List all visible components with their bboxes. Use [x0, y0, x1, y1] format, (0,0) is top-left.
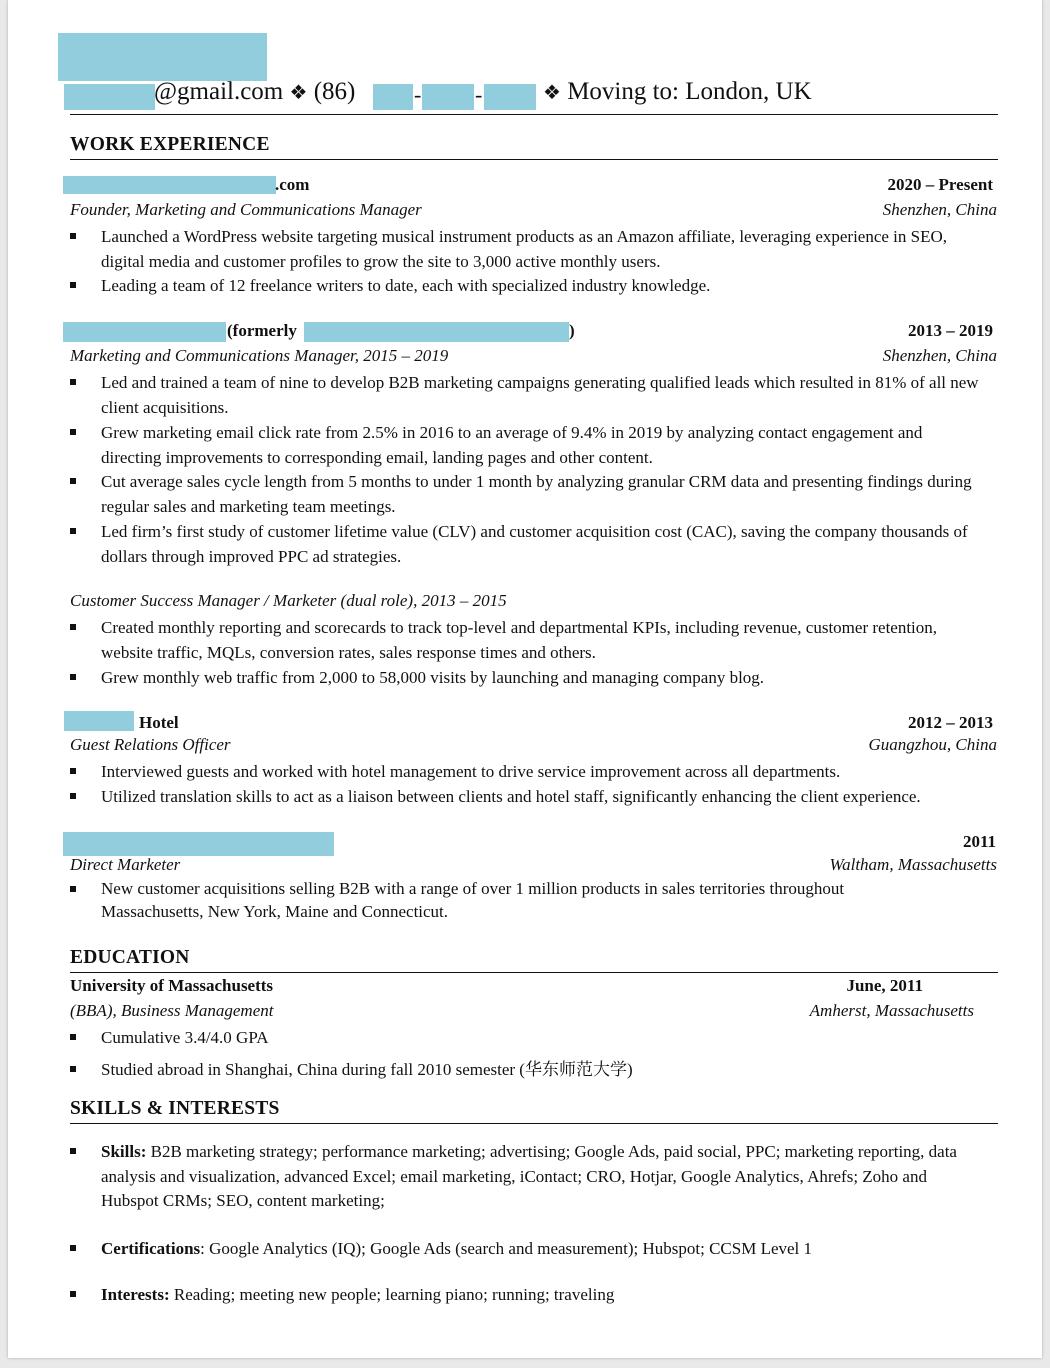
bullet-icon: [70, 1148, 76, 1154]
job4-title: Direct Marketer: [70, 855, 181, 874]
job1-dates: 2020 – Present: [887, 175, 993, 194]
skills-label: Skills:: [101, 1142, 147, 1161]
education-location: Amherst, Massachusetts: [809, 1001, 974, 1020]
phone-dash-1: -: [414, 82, 422, 107]
bullet-icon: [70, 624, 76, 630]
job1-title: Founder, Marketing and Communications Manager: [70, 200, 422, 219]
section-education: EDUCATION: [70, 947, 190, 968]
job2-title: Marketing and Communications Manager, 2015 – 2019: [70, 346, 449, 365]
interests-label: Interests:: [101, 1285, 170, 1304]
work-divider: [70, 159, 998, 160]
job2-close-paren: ): [569, 321, 575, 340]
bullet-icon: [70, 233, 76, 239]
skills-text: B2B marketing strategy; performance marketing; advertising; Google Ads, paid social, PPC; marketing reporting, data analysis and visualization, advanced Excel; email marketing, iContact; CRO, Hotjar, Google Analytics, Ahrefs; Zoho and Hubspot CRMs; SEO, content marketing;: [101, 1142, 957, 1210]
job1-company-suffix: .com: [275, 175, 310, 194]
bullet-icon: [70, 674, 76, 680]
job3-company-redaction: [64, 711, 134, 731]
bullet-icon: [70, 282, 76, 288]
bullet-icon: [70, 1034, 76, 1040]
bullet-icon: [70, 768, 76, 774]
phone-redaction-3: [484, 84, 536, 110]
university-chinese-name: 华东师范大学: [524, 1060, 627, 1080]
education-divider: [70, 972, 998, 973]
section-skills-interests: SKILLS & INTERESTS: [70, 1098, 280, 1119]
location-line: [543, 78, 812, 106]
study-abroad-close: ): [626, 1060, 633, 1079]
bullet-icon: [70, 1066, 76, 1072]
job3-location: Guangzhou, China: [868, 735, 997, 754]
job4-company-redaction: [63, 832, 334, 856]
resume-page: @gmail.com ❖ (86) - - ❖ Moving to: London, UK WORK EXPERIENCE .com 2020 – Present Founder, Marketing and Communications Manager Shenzhen, China Launched a WordPress website targeting musical instrument products as an Amazon affiliate, leveraging experience in SEO, digital media and customer profiles to grow the site to 3,000 active monthly users. Leading a team of 12 freelance writers to date, each with specialized industry knowledge. (formerly ) 2013 – 2019 Marketing and Communications Manager, 2015 – 2019 Shenzhen, China Led and trained a team of nine to develop B2B marketing campaigns generating qualified leads which resulted in 81% of all new client acquisitions. Grew marketing email click rate from 2.5% in 2016 to an average of 9.4% in 2019 by analyzing contact engagement and directing improvements to corresponding email, landing pages and other content. Cut average sales cycle length from 5 months to under 1 month by analyzing granular CRM data and presenting findings during regular sales and marketing team meetings. Led firm’s first study of customer lifetime value (CLV) and customer acquisition cost (CAC), saving the company thousands of dollars through improved PPC ad strategies. Customer Success Manager / Marketer (dual role), 2013 – 2015 Created monthly reporting and scorecards to track top-level and departmental KPIs, including revenue, customer retention, website traffic, MQLs, conversion rates, sales response times and others. Grew monthly web traffic from 2,000 to 58,000 visits by launching and managing company blog. Hotel 2012 – 2013 Guest Relations Officer Guangzhou, China Interviewed guests and worked with hotel management to drive service improvement across all departments. Utilized translation skills to act as a liaison between clients and hotel staff, significantly enhancing the client experience. 2011 Direct Marketer Waltham, Massachusetts New customer acquisitions selling B2B with a range of over 1 million products in sales territories throughout Massachusetts, New York, Maine and Connecticut. EDUCATION University of Massachusetts June, 2011 (BBA), Business Management Amherst, Massachusetts Cumulative 3.4/4.0 GPA Studied abroad in Shanghai, China during fall 2010 semester (华东师范大学) SKILLS & INTERESTS Skills: B2B marketing strategy; performance marketing; advertising; Google Ads, paid social, PPC; marketing reporting, data analysis and visualization, advanced Excel; email marketing, iContact; CRO, Hotjar, Google Analytics, Ahrefs; Zoho and Hubspot CRMs; SEO, content marketing; Certifications: Google Analytics (IQ); Google Ads (search and measurement); Hubspot; CCSM Level 1 Interests: Reading; meeting new people; learning piano; running; traveling: [8, 0, 1042, 1358]
phone-dash-2: -: [475, 82, 483, 107]
job3-company-suffix: Hotel: [139, 713, 179, 732]
job2-title-2: Customer Success Manager / Marketer (dual role), 2013 – 2015: [70, 591, 507, 610]
job2-former-name-redaction: [304, 322, 569, 342]
education-date: June, 2011: [846, 976, 923, 995]
job3-title: Guest Relations Officer: [70, 735, 231, 754]
bullet-icon: [70, 528, 76, 534]
bullet-icon: [70, 478, 76, 484]
job2-formerly: (formerly: [227, 321, 297, 340]
bullet-icon: [70, 379, 76, 385]
job4-location: Waltham, Massachusetts: [829, 855, 997, 874]
header-divider: [70, 114, 998, 115]
job4-dates: 2011: [962, 832, 996, 851]
bullet-icon: [70, 886, 76, 892]
email-redaction: [64, 84, 155, 110]
skills-divider: [70, 1123, 998, 1124]
certifications-text: : Google Analytics (IQ); Google Ads (search and measurement); Hubspot; CCSM Level 1: [200, 1239, 813, 1258]
job1-company-redaction: [63, 176, 276, 194]
bullet-icon: [70, 1291, 76, 1297]
job2-location: Shenzhen, China: [882, 346, 997, 365]
education-school: University of Massachusetts: [70, 976, 274, 995]
job1-location: Shenzhen, China: [882, 200, 997, 219]
interests-text: Reading; meeting new people; learning piano; running; traveling: [169, 1285, 615, 1304]
email-suffix: @gmail.com: [154, 78, 284, 105]
phone-redaction-1: [373, 84, 413, 110]
certifications-label: Certifications: [101, 1239, 201, 1258]
contact-line: [154, 78, 355, 106]
phone-prefix: (86): [313, 78, 356, 105]
moving-location: Moving to: London, UK: [567, 78, 812, 105]
bullet-icon: [70, 429, 76, 435]
section-work-experience: WORK EXPERIENCE: [70, 134, 270, 155]
study-abroad-text: Studied abroad in Shanghai, China during fall 2010 semester (: [101, 1060, 525, 1079]
job3-dates: 2012 – 2013: [908, 713, 993, 732]
separator-icon: ❖: [289, 82, 308, 104]
bullet-icon: [70, 1245, 76, 1251]
name-redaction: [58, 33, 267, 81]
phone-redaction-2: [422, 84, 474, 110]
bullet-icon: [70, 793, 76, 799]
job2-dates: 2013 – 2019: [908, 321, 993, 340]
education-degree: (BBA), Business Management: [70, 1001, 274, 1020]
job2-company-redaction: [63, 322, 226, 342]
separator-icon: ❖: [543, 82, 561, 104]
